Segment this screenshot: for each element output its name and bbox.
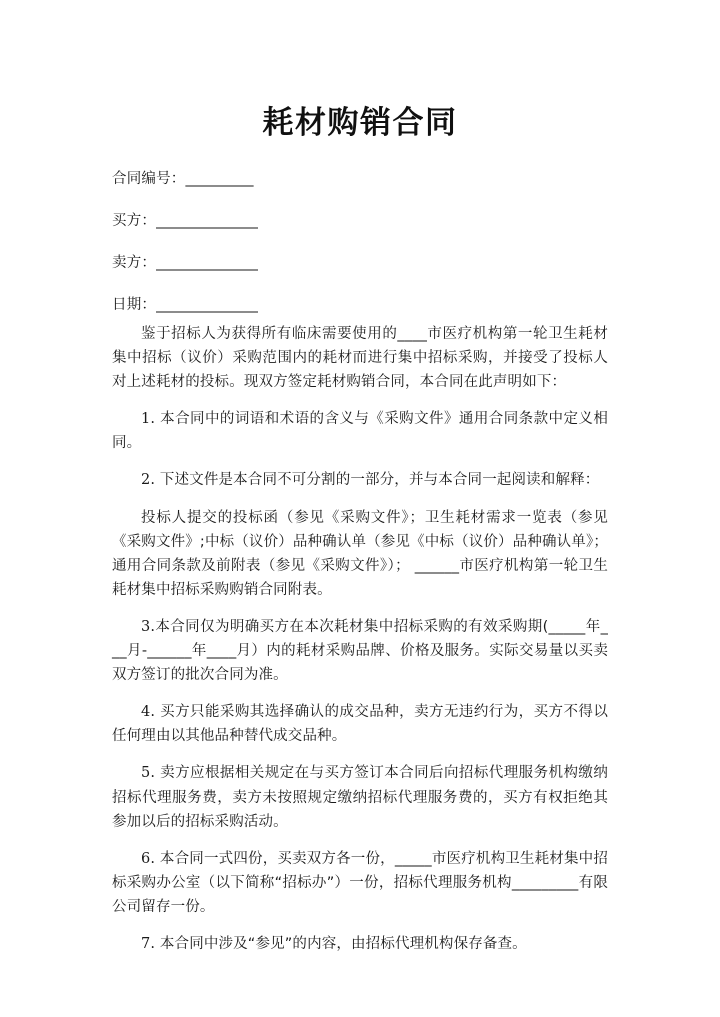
clause-number-3: 3. <box>141 618 156 635</box>
clause-text-3: 本合同仅为明确买方在本次耗材集中招标采购的有效采购期(_____年___月-______年____月）内的耗材采购品牌、价格及服务。实际交易量以买卖双方签订的批次合同为准。 <box>112 618 608 684</box>
paragraph-clause-2 <box>112 468 608 492</box>
field-row-contract-number <box>112 169 608 211</box>
contract-header-fields <box>112 169 608 337</box>
clause-text-1: 本合同中的词语和术语的含义与《采购文件》通用合同条款中定义相同。 <box>112 411 608 452</box>
paragraph-clause-6 <box>112 847 608 919</box>
field-label-seller: 卖方： <box>112 255 157 271</box>
clause-number-5: 5. <box>141 765 156 782</box>
clause-number-1: 1. <box>141 411 156 428</box>
clause-text-preamble: 鉴于招标人为获得所有临床需要使用的____市医疗机构第一轮卫生耗材集中招标（议价）采购范围内的耗材而进行集中招标采购，并接受了投标人对上述耗材的投标。现双方签定耗材购销合同，本合同在此声明如下： <box>112 326 608 391</box>
clause-text-5: 卖方应根据相关规定在与买方签订本合同后向招标代理服务机构缴纳招标代理服务费，卖方未按照规定缴纳招标代理服务费的，买方有权拒绝其参加以后的招标采购活动。 <box>112 765 608 830</box>
field-label-contract-number: 合同编号： <box>112 171 186 187</box>
field-label-date: 日期： <box>112 297 157 313</box>
clause-text-7: 本合同中涉及“参见”的内容，由招标代理机构保存备查。 <box>155 935 527 952</box>
paragraph-clause-3 <box>112 615 608 687</box>
paragraph-clause-5 <box>112 761 608 833</box>
clause-text-4: 买方只能采购其选择确认的成交品种，卖方无违约行为，买方不得以任何理由以其他品种替代成交品种。 <box>112 704 608 745</box>
field-blank-seller[interactable]: _______________ <box>156 255 258 271</box>
clause-text-2: 下述文件是本合同不可分割的一部分，并与本合同一起阅读和解释： <box>155 472 600 489</box>
page-title: 耗材购销合同 <box>262 105 458 141</box>
field-label-buyer: 买方： <box>112 213 157 229</box>
clause-text-6: 本合同一式四份，买卖双方各一份，_____市医疗机构卫生耗材集中招标采购办公室（以下简称“招标办”）一份，招标代理服务机构_________有限公司留存一份。 <box>112 850 608 915</box>
field-blank-buyer[interactable]: _______________ <box>156 213 258 229</box>
field-blank-date[interactable]: _______________ <box>156 297 258 313</box>
clause-number-4: 4. <box>141 704 156 721</box>
paragraph-clause-1 <box>112 407 608 455</box>
contract-body <box>112 322 608 969</box>
clause-text-documents-list: 投标人提交的投标函（参见《采购文件》；卫生耗材需求一览表（参见《采购文件》;中标（议价）品种确认单（参见《中标（议价）品种确认单》；通用合同条款及前附表（参见《采购文件》）； ______市医疗机构第一轮卫生耗材集中招标采购购销合同附表。 <box>112 509 608 598</box>
paragraph-documents-list <box>112 506 608 602</box>
paragraph-clause-7 <box>112 932 608 956</box>
paragraph-clause-4 <box>112 700 608 748</box>
paragraph-preamble <box>112 322 608 394</box>
clause-number-2: 2. <box>141 472 156 489</box>
clause-number-6: 6. <box>141 850 156 867</box>
field-row-buyer <box>112 211 608 253</box>
field-blank-contract-number[interactable]: __________ <box>185 171 253 187</box>
field-row-seller <box>112 253 608 295</box>
clause-number-7: 7. <box>141 935 156 952</box>
